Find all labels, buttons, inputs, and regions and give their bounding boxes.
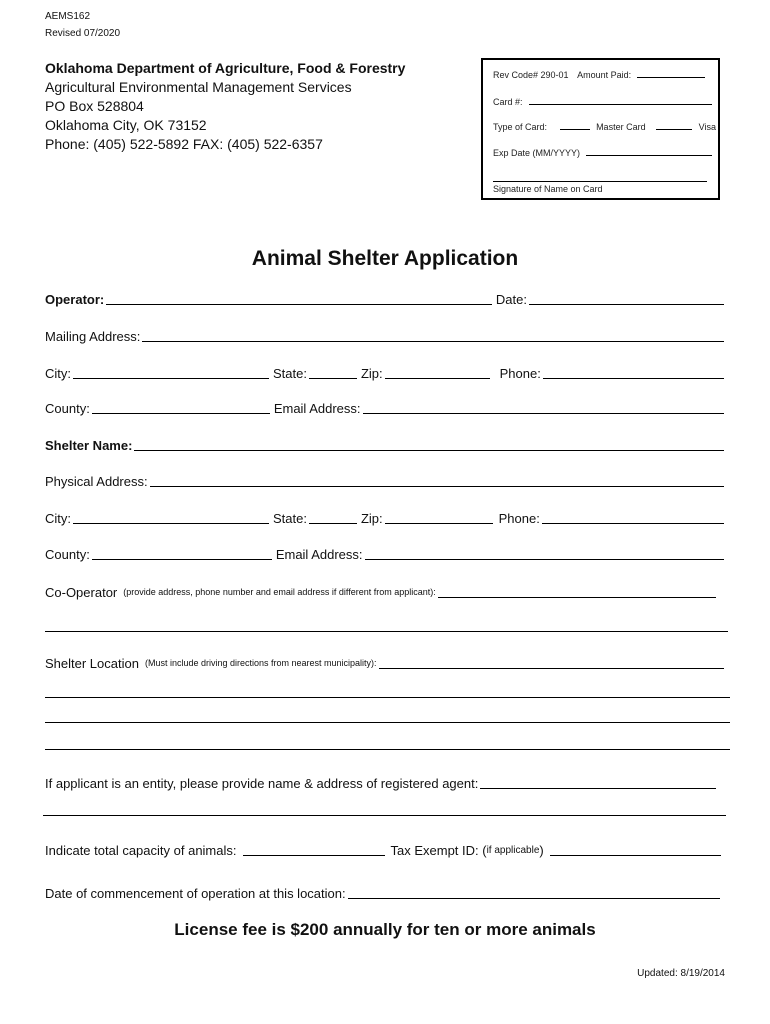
city-label: City: bbox=[45, 366, 71, 381]
shelter-state-field[interactable] bbox=[309, 511, 357, 524]
license-fee-notice: License fee is $200 annually for ten or more animals bbox=[174, 920, 596, 939]
type-of-card-label: Type of Card: bbox=[493, 122, 548, 132]
co-operator-extra-line[interactable] bbox=[45, 631, 728, 632]
agency-phone-fax: Phone: (405) 522-5892 FAX: (405) 522-6357 bbox=[45, 136, 323, 152]
visa-checkline[interactable] bbox=[656, 129, 692, 130]
rev-code: Rev Code# 290-01 bbox=[493, 70, 569, 80]
shelter-county-field[interactable] bbox=[92, 547, 272, 560]
city-field[interactable] bbox=[73, 366, 269, 379]
state-label: State: bbox=[273, 366, 307, 381]
state-field[interactable] bbox=[309, 366, 357, 379]
email-field[interactable] bbox=[363, 401, 724, 414]
capacity-row bbox=[45, 843, 725, 858]
shelter-location-label: Shelter Location bbox=[45, 656, 139, 671]
zip-field[interactable] bbox=[385, 366, 490, 379]
physical-address-field[interactable] bbox=[150, 474, 724, 487]
commencement-label: Date of commencement of operation at this location: bbox=[45, 886, 346, 901]
shelter-zip-label: Zip: bbox=[360, 511, 383, 526]
shelter-county-row bbox=[45, 547, 728, 562]
registered-agent-field[interactable] bbox=[480, 776, 716, 789]
shelter-location-row bbox=[45, 656, 728, 671]
registered-agent-row bbox=[45, 776, 720, 791]
agency-division: Agricultural Environmental Management Services bbox=[45, 79, 352, 95]
phone-field[interactable] bbox=[543, 366, 724, 379]
exp-date-line[interactable] bbox=[586, 155, 712, 156]
shelter-email-label: Email Address: bbox=[275, 547, 363, 562]
zip-label: Zip: bbox=[360, 366, 383, 381]
visa-label: Visa bbox=[698, 122, 716, 132]
co-operator-field[interactable] bbox=[438, 585, 716, 598]
master-card-label: Master Card bbox=[596, 122, 646, 132]
phone-label: Phone: bbox=[499, 366, 541, 381]
shelter-location-note: (Must include driving directions from nearest municipality): bbox=[144, 658, 377, 668]
commencement-field[interactable] bbox=[348, 886, 720, 899]
updated-date: Updated: 8/19/2014 bbox=[637, 968, 725, 979]
amount-paid-line[interactable] bbox=[637, 77, 705, 78]
shelter-name-row bbox=[45, 438, 728, 453]
date-label: Date: bbox=[495, 292, 527, 307]
shelter-name-label: Shelter Name: bbox=[45, 438, 133, 453]
revised-date: Revised 07/2020 bbox=[45, 28, 121, 39]
mailing-address-field[interactable] bbox=[142, 329, 724, 342]
amount-paid-label: Amount Paid: bbox=[577, 70, 632, 80]
co-operator-note: (provide address, phone number and email address if different from applicant): bbox=[123, 587, 436, 597]
shelter-zip-field[interactable] bbox=[385, 511, 493, 524]
physical-address-label: Physical Address: bbox=[45, 474, 148, 489]
shelter-name-field[interactable] bbox=[134, 438, 724, 451]
shelter-location-line-4[interactable] bbox=[45, 749, 730, 750]
commencement-row bbox=[45, 886, 724, 901]
shelter-location-field[interactable] bbox=[379, 656, 724, 669]
tax-exempt-note: if applicable bbox=[486, 845, 540, 856]
registered-agent-extra-line[interactable] bbox=[43, 815, 726, 816]
shelter-email-field[interactable] bbox=[365, 547, 724, 560]
city-row bbox=[45, 366, 728, 381]
signature-line[interactable] bbox=[493, 175, 707, 182]
county-row bbox=[45, 401, 728, 416]
card-number-row bbox=[493, 97, 710, 108]
co-operator-row bbox=[45, 585, 720, 600]
exp-date-label: Exp Date (MM/YYYY) bbox=[493, 148, 581, 158]
co-operator-label: Co-Operator bbox=[45, 585, 118, 600]
shelter-city-label: City: bbox=[45, 511, 71, 526]
email-label: Email Address: bbox=[273, 401, 361, 416]
shelter-phone-field[interactable] bbox=[542, 511, 724, 524]
physical-address-row bbox=[45, 474, 728, 489]
tax-exempt-label: Tax Exempt ID: ( bbox=[390, 843, 487, 858]
tax-exempt-close: ) bbox=[539, 843, 544, 858]
shelter-city-row bbox=[45, 511, 728, 526]
signature-label: Signature of Name on Card bbox=[493, 184, 603, 194]
shelter-county-label: County: bbox=[45, 547, 90, 562]
capacity-field[interactable] bbox=[243, 843, 385, 856]
shelter-state-label: State: bbox=[273, 511, 307, 526]
tax-exempt-field[interactable] bbox=[550, 843, 721, 856]
form-code: AEMS162 bbox=[45, 11, 91, 22]
shelter-location-line-2[interactable] bbox=[45, 697, 730, 698]
card-type-row bbox=[493, 122, 716, 133]
shelter-city-field[interactable] bbox=[73, 511, 269, 524]
operator-row bbox=[45, 292, 728, 307]
operator-field[interactable] bbox=[106, 292, 492, 305]
master-card-checkline[interactable] bbox=[560, 129, 590, 130]
county-field[interactable] bbox=[92, 401, 270, 414]
card-number-line[interactable] bbox=[529, 104, 712, 105]
form-title: Animal Shelter Application bbox=[251, 247, 519, 270]
exp-date-row bbox=[493, 148, 710, 159]
date-field[interactable] bbox=[529, 292, 724, 305]
mailing-address-label: Mailing Address: bbox=[45, 329, 141, 344]
mailing-address-row bbox=[45, 329, 728, 344]
agency-city-state-zip: Oklahoma City, OK 73152 bbox=[45, 117, 207, 133]
card-number-label: Card #: bbox=[493, 97, 523, 107]
rev-code-row bbox=[493, 70, 710, 81]
shelter-phone-label: Phone: bbox=[498, 511, 540, 526]
county-label: County: bbox=[45, 401, 90, 416]
capacity-label: Indicate total capacity of animals: bbox=[45, 843, 237, 858]
agency-name: Oklahoma Department of Agriculture, Food & Forestry bbox=[45, 60, 406, 76]
agency-po-box: PO Box 528804 bbox=[45, 98, 144, 114]
shelter-location-line-3[interactable] bbox=[45, 722, 730, 723]
operator-label: Operator: bbox=[45, 292, 105, 307]
payment-box bbox=[481, 58, 720, 200]
registered-agent-label: If applicant is an entity, please provide name & address of registered agent: bbox=[45, 776, 479, 791]
